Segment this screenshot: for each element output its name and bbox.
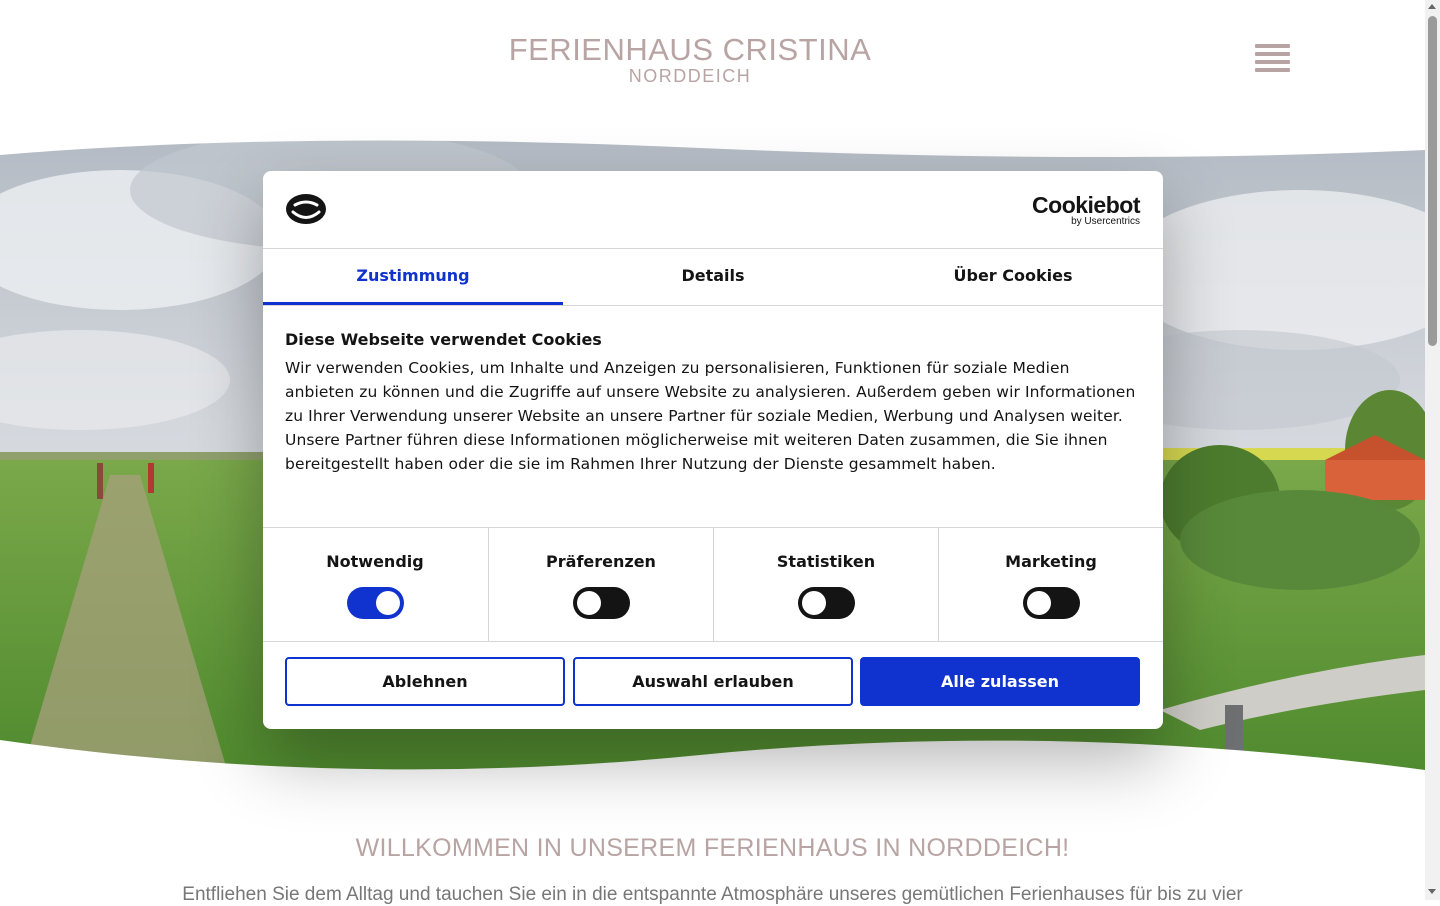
welcome-text: Entfliehen Sie dem Alltag und tauchen Sie ein in die entspannte Atmosphäre unseres gemütlichen Ferienhauses für bis zu vier — [182, 884, 1243, 905]
scroll-thumb[interactable] — [1428, 16, 1437, 346]
dialog-heading: Diese Webseite verwendet Cookies — [285, 330, 602, 349]
decline-button[interactable]: Ablehnen — [285, 657, 565, 706]
cookiebot-logo[interactable] — [1032, 193, 1140, 228]
dialog-body — [285, 326, 1141, 476]
cookie-icon — [285, 193, 327, 225]
menu-icon[interactable] — [1255, 44, 1290, 80]
logo-line-2: NORDDEICH — [628, 66, 752, 86]
toggle-label: Statistiken — [776, 552, 876, 571]
notwendig-switch[interactable] — [347, 587, 404, 619]
praeferenzen-switch[interactable] — [573, 587, 630, 619]
dialog-description: Wir verwenden Cookies, um Inhalte und Anzeigen zu personalisieren, Funktionen für soziale Medien anbieten zu können und die Zugriffe auf unsere Website zu analysieren. Außerdem geben wir Informationen zu Ihrer Verwendung unserer Website an unsere Partner für soziale Medien, Werbung und Analysen weiter. Unsere Partner führen diese Informationen möglicherweise mit weiteren Daten zusammen, die Sie ihnen bereitgestellt haben oder die sie im Rahmen Ihrer Nutzung der Dienste gesammelt haben. — [285, 359, 1136, 473]
toggle-label: Marketing — [1005, 552, 1097, 571]
consent-toggles — [263, 527, 1163, 642]
allow-selection-button[interactable]: Auswahl erlauben — [573, 657, 853, 706]
cookie-consent-dialog — [263, 171, 1163, 729]
page-scrollbar[interactable] — [1425, 0, 1440, 900]
toggle-notwendig — [263, 528, 487, 641]
scroll-up-icon[interactable] — [1428, 4, 1436, 9]
tab-ueber-cookies[interactable]: Über Cookies — [953, 266, 1073, 285]
toggle-label: Präferenzen — [546, 552, 656, 571]
welcome-title: WILLKOMMEN IN UNSEREM FERIENHAUS IN NORDDEICH! — [355, 834, 1070, 862]
toggle-statistiken — [713, 528, 938, 641]
toggle-praeferenzen — [488, 528, 713, 641]
site-header — [0, 0, 1425, 130]
logo-line-1: FERIENHAUS CRISTINA — [508, 32, 872, 67]
site-logo[interactable] — [0, 34, 1380, 86]
toggle-label: Notwendig — [326, 552, 424, 571]
dialog-header — [263, 171, 1163, 249]
tab-details[interactable]: Details — [681, 266, 745, 285]
scroll-down-icon[interactable] — [1428, 889, 1436, 894]
cookiebot-subtitle: by Usercentrics — [1071, 216, 1140, 227]
statistiken-switch[interactable] — [798, 587, 855, 619]
allow-all-button[interactable]: Alle zulassen — [860, 657, 1140, 706]
cookiebot-name: Cookiebot — [1032, 192, 1140, 218]
marketing-switch[interactable] — [1023, 587, 1080, 619]
dialog-tabs — [263, 249, 1163, 306]
tab-zustimmung[interactable]: Zustimmung — [263, 249, 563, 305]
toggle-marketing — [938, 528, 1163, 641]
